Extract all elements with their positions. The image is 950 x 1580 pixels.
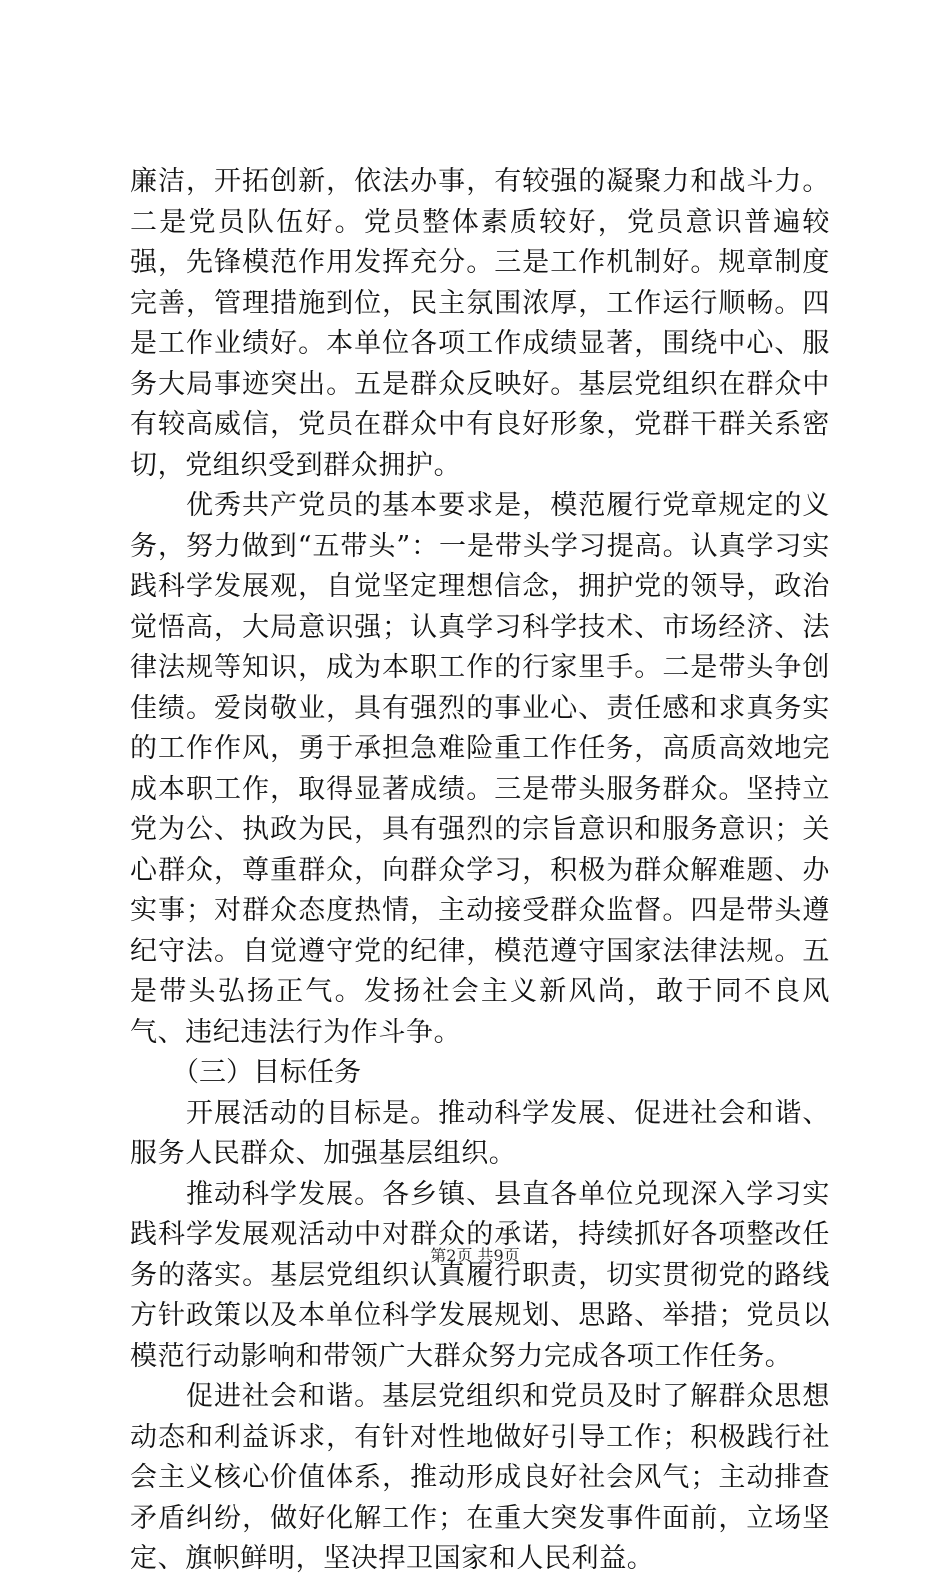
- section-heading-targets: （三）目标任务: [172, 1057, 361, 1088]
- body-paragraph-4: 开展活动的目标是。推动科学发展、促进社会和谐、服务人民群众、加强基层组织。: [130, 1097, 830, 1169]
- body-paragraph-6: 促进社会和谐。基层党组织和党员及时了解群众思想动态和利益诉求，有针对性地做好引导工作；积极践行社会主义核心价值体系，推动形成良好社会风气；主动排查矛盾纠纷，做好化解工作；在重大突发事件面前，立场坚定、旗帜鲜明，坚决捍卫国家和人民利益。: [130, 1381, 830, 1574]
- page-number-footer: 第2页 共9页: [430, 1246, 520, 1265]
- body-paragraph-5: 推动科学发展。各乡镇、县直各单位兑现深入学习实践科学发展观活动中对群众的承诺，持续抓好各项整改任务的落实。基层党组织认真履行职责，切实贯彻党的路线方针政策以及本单位科学发展规划、思路、举措；党员以模范行动影响和带领广大群众努力完成各项工作任务。: [130, 1178, 830, 1372]
- body-paragraph-2: 优秀共产党员的基本要求是，模范履行党章规定的义务，努力做到“五带头”：一是带头学习提高。认真学习实践科学发展观，自觉坚定理想信念，拥护党的领导，政治觉悟高，大局意识强；认真学习科学技术、市场经济、法律法规等知识，成为本职工作的行家里手。二是带头争创佳绩。爱岗敬业，具有强烈的事业心、责任感和求真务实的工作作风，勇于承担急难险重工作任务，高质高效地完成本职工作，取得显著成绩。三是带头服务群众。坚持立党为公、执政为民，具有强烈的宗旨意识和服务意识；关心群众，尊重群众，向群众学习，积极为群众解难题、办实事；对群众态度热情，主动接受群众监督。四是带头遵纪守法。自觉遵守党的纪律，模范遵守国家法律法规。五是带头弘扬正气。发扬社会主义新风尚，敢于同不良风气、违纪违法行为作斗争。: [130, 490, 830, 1048]
- body-paragraph-1: 廉洁，开拓创新，依法办事，有较强的凝聚力和战斗力。二是党员队伍好。党员整体素质较好，党员意识普遍较强，先锋模范作用发挥充分。三是工作机制好。规章制度完善，管理措施到位，民主氛围浓厚，工作运行顺畅。四是工作业绩好。本单位各项工作成绩显著，围绕中心、服务大局事迹突出。五是群众反映好。基层党组织在群众中有较高威信，党员在群众中有良好形象，党群干群关系密切，党组织受到群众拥护。: [130, 166, 830, 481]
- document-body: [130, 162, 830, 1580]
